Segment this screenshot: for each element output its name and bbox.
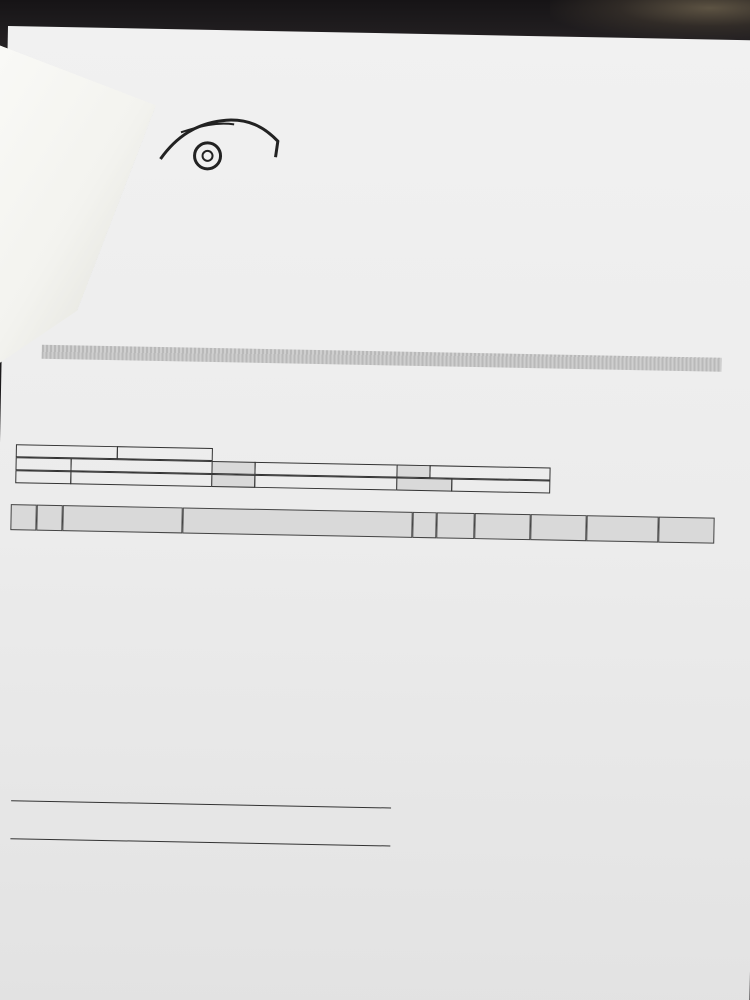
col-header-net — [530, 514, 586, 541]
col-header-unit — [412, 512, 436, 538]
car-logo-icon — [155, 97, 286, 174]
background-light — [550, 0, 750, 40]
header-bar — [42, 345, 722, 372]
items-table — [0, 504, 719, 518]
year-value — [451, 479, 550, 494]
engine-value — [254, 475, 397, 491]
model-label — [211, 461, 255, 475]
summary-divider-top — [11, 800, 391, 808]
col-header-vat — [586, 515, 658, 542]
col-header-gross — [658, 517, 714, 544]
col-header-qty — [436, 512, 474, 539]
year-label — [396, 478, 452, 492]
make-label — [15, 457, 71, 471]
mileage-label — [15, 470, 71, 484]
mileage-value — [70, 471, 212, 487]
summary-divider-bottom — [10, 838, 390, 846]
col-header-mag — [36, 505, 62, 531]
col-header-code — [62, 505, 182, 533]
col-header-lp — [10, 504, 36, 530]
engine-label — [211, 474, 255, 488]
type-label — [396, 465, 430, 479]
col-header-price — [474, 513, 530, 540]
col-header-name — [182, 507, 412, 537]
